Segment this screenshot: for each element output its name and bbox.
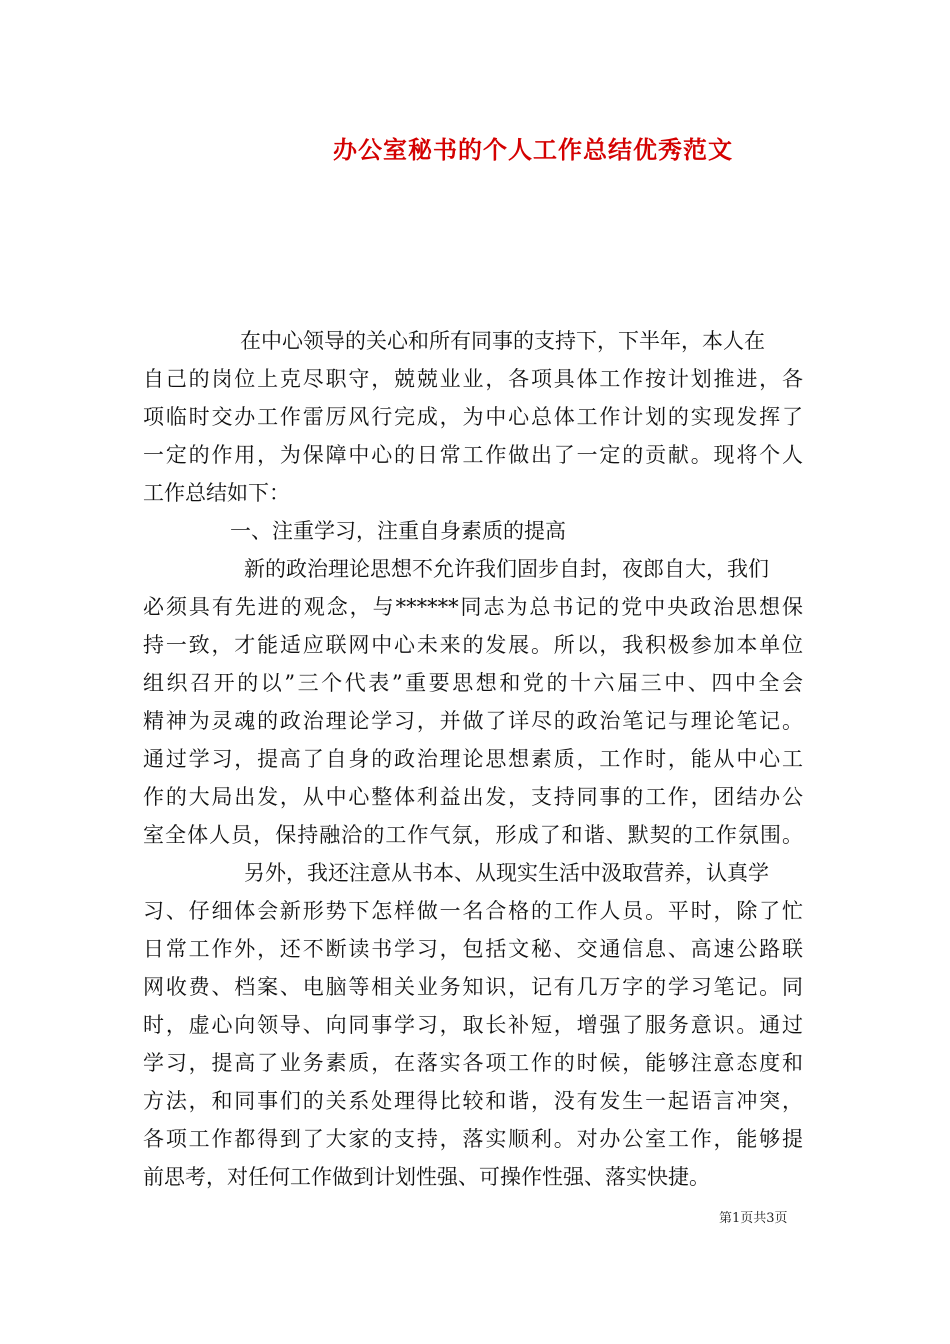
paragraph-line: 持一致，才能适应联网中心未来的发展。所以，我积极参加本单位 <box>143 633 803 657</box>
paragraph-line: 前思考，对任何工作做到计划性强、可操作性强、落实快捷。 <box>143 1165 710 1189</box>
document-title: 办公室秘书的个人工作总结优秀范文 <box>333 135 733 164</box>
paragraph-line: 学习，提高了业务素质，在落实各项工作的时候，能够注意态度和 <box>143 1051 803 1075</box>
paragraph-line: 各项工作都得到了大家的支持，落实顺利。对办公室工作，能够提 <box>143 1127 803 1151</box>
paragraph-line: 自己的岗位上克尽职守，兢兢业业，各项具体工作按计划推进，各 <box>143 367 803 391</box>
paragraph-line: 组织召开的以”三个代表”重要思想和党的十六届三中、四中全会 <box>143 671 803 695</box>
paragraph-line: 在中心领导的关心和所有同事的支持下，下半年，本人在 <box>240 329 765 353</box>
paragraph-line: 室全体人员，保持融洽的工作气氛，形成了和谐、默契的工作氛围。 <box>143 823 803 847</box>
paragraph-line: 方法，和同事们的关系处理得比较和谐，没有发生一起语言冲突， <box>143 1089 803 1113</box>
paragraph-line: 日常工作外，还不断读书学习，包括文秘、交通信息、高速公路联 <box>143 937 803 961</box>
paragraph-line: 网收费、档案、电脑等相关业务知识，记有几万字的学习笔记。同 <box>143 975 803 999</box>
paragraph-line: 作的大局出发，从中心整体利益出发，支持同事的工作，团结办公 <box>143 785 803 809</box>
paragraph-line: 精神为灵魂的政治理论学习，并做了详尽的政治笔记与理论笔记。 <box>143 709 803 733</box>
paragraph-line: 时，虚心向领导、向同事学习，取长补短，增强了服务意识。通过 <box>143 1013 803 1037</box>
section-heading: 一、注重学习，注重自身素质的提高 <box>230 519 566 543</box>
page-number: 第1页共3页 <box>719 1211 788 1226</box>
paragraph-line: 新的政治理论思想不允许我们固步自封，夜郎自大，我们 <box>244 557 769 581</box>
paragraph-line: 习、仔细体会新形势下怎样做一名合格的工作人员。平时，除了忙 <box>143 899 803 923</box>
paragraph-line: 工作总结如下： <box>143 481 290 505</box>
paragraph-line: 通过学习，提高了自身的政治理论思想素质，工作时，能从中心工 <box>143 747 803 771</box>
paragraph-line: 必须具有先进的观念，与******同志为总书记的党中央政治思想保 <box>143 595 803 619</box>
paragraph-line: 项临时交办工作雷厉风行完成，为中心总体工作计划的实现发挥了 <box>143 405 803 429</box>
paragraph-line: 另外，我还注意从书本、从现实生活中汲取营养，认真学 <box>244 861 769 885</box>
paragraph-line: 一定的作用，为保障中心的日常工作做出了一定的贡献。现将个人 <box>143 443 803 467</box>
